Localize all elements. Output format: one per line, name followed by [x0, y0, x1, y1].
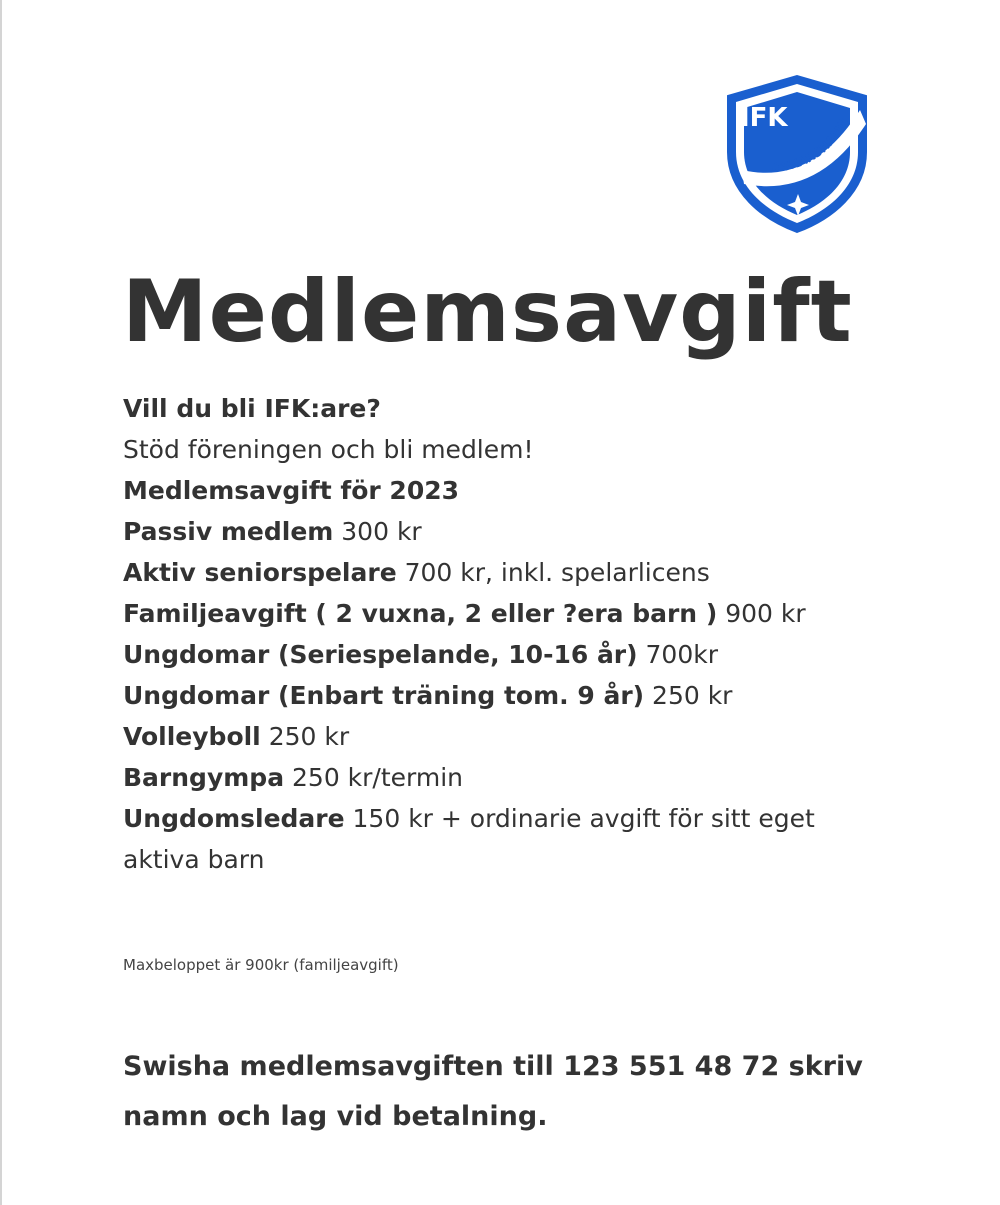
- fee-label: Ungdomar (Enbart träning tom. 9 år): [123, 681, 645, 710]
- fee-price: 700 kr, inkl. spelarlicens: [396, 558, 710, 587]
- fee-item: [123, 757, 883, 798]
- fee-item: [123, 593, 883, 634]
- fee-price: 150 kr + ordinarie avgift för sitt eget aktiva barn: [123, 804, 815, 874]
- fee-item: [123, 552, 883, 593]
- fee-label: Volleyboll: [123, 722, 261, 751]
- club-shield-logo: [722, 74, 872, 234]
- fee-label: Ungdomar (Seriespelande, 10-16 år): [123, 640, 638, 669]
- fee-price: 900 kr: [717, 599, 806, 628]
- logo-ifk-text: IFK: [740, 103, 788, 133]
- fee-price: 300 kr: [333, 517, 422, 546]
- fee-label: Ungdomsledare: [123, 804, 345, 833]
- fee-item: [123, 798, 883, 880]
- intro-question: Vill du bli IFK:are?: [123, 394, 381, 423]
- fee-label: Aktiv seniorspelare: [123, 558, 397, 587]
- swish-payment-instructions: Swisha medlemsavgiften till 123 551 48 72 skriv namn och lag vid betalning.: [123, 1051, 863, 1132]
- fee-label: Barngympa: [123, 763, 285, 792]
- page-title: Medlemsavgift: [122, 262, 853, 362]
- fees-heading: Medlemsavgift för 2023: [123, 476, 460, 505]
- logo-ring-text: OSKARSHAMN: [770, 115, 852, 176]
- fee-label: Familjeavgift ( 2 vuxna, 2 eller ?era barn ): [123, 599, 718, 628]
- fee-price: 250 kr/termin: [284, 763, 464, 792]
- fee-price: 700kr: [637, 640, 718, 669]
- intro-call-to-action: Stöd föreningen och bli medlem!: [123, 435, 534, 464]
- page-edge: [0, 0, 2, 1205]
- fee-info-block: [123, 388, 883, 880]
- fee-price: 250 kr: [644, 681, 733, 710]
- max-amount-note: Maxbeloppet är 900kr (familjeavgift): [123, 956, 399, 974]
- fee-item: [123, 675, 883, 716]
- fee-item: [123, 634, 883, 675]
- fee-price: 250 kr: [260, 722, 350, 751]
- fee-item: [123, 511, 883, 552]
- fee-item: [123, 716, 883, 757]
- fee-label: Passiv medlem: [123, 517, 334, 546]
